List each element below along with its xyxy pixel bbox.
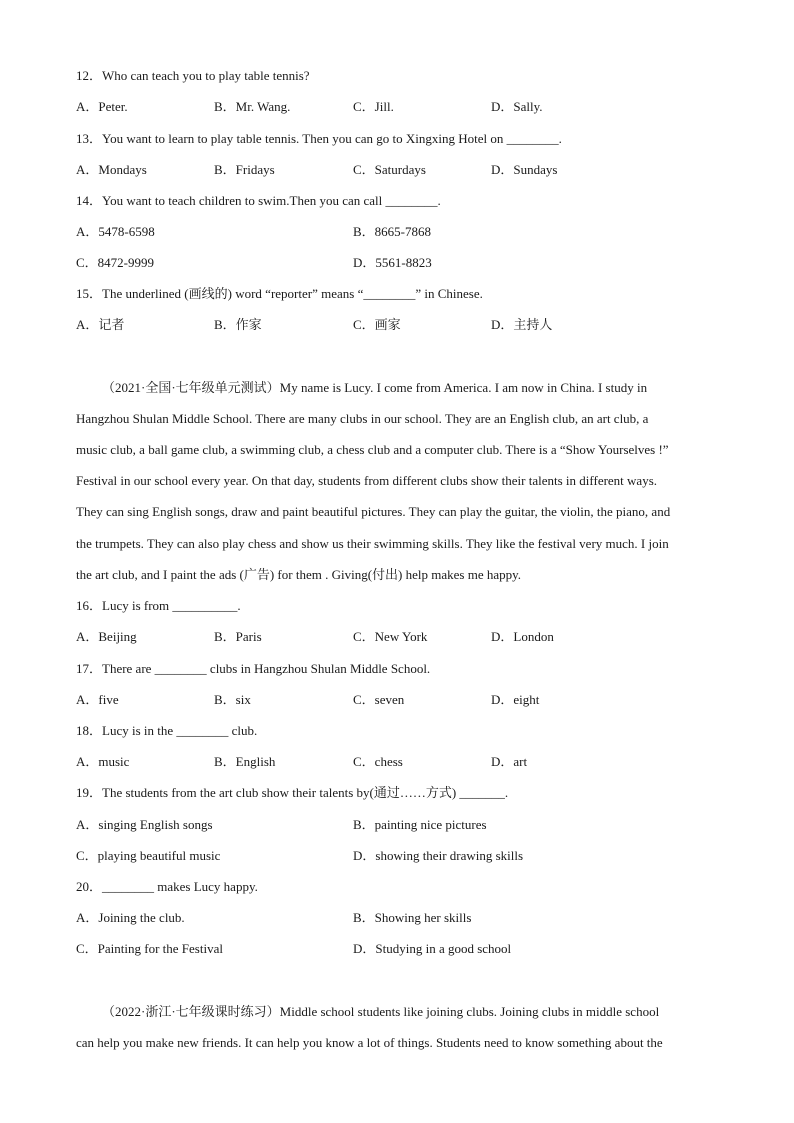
q13-option-b: B．Fridays xyxy=(214,162,275,177)
q15-option-d: D．主持人 xyxy=(491,317,553,332)
passage-2-line-6: the trumpets. They can also play chess and show us their swimming skills. They like the festival very much. I join xyxy=(76,536,669,551)
q20-option-b: B．Showing her skills xyxy=(353,910,472,925)
q19-option-c: C．playing beautiful music xyxy=(76,848,221,863)
q15-option-b: B．作家 xyxy=(214,317,262,332)
question-20-stem: 20．________ makes Lucy happy. xyxy=(76,879,258,894)
question-18-stem: 18．Lucy is in the ________ club. xyxy=(76,723,258,738)
question-19-stem: 19．The students from the art club show their talents by(通过……方式) _______. xyxy=(76,785,509,800)
q12-option-b: B．Mr. Wang. xyxy=(214,99,291,114)
q14-option-b: B．8665-7868 xyxy=(353,224,432,239)
q18-option-a: A．music xyxy=(76,754,130,769)
q12-option-a: A．Peter. xyxy=(76,99,128,114)
q16-option-b: B．Paris xyxy=(214,629,262,644)
question-17-stem: 17．There are ________ clubs in Hangzhou Shulan Middle School. xyxy=(76,661,431,676)
q18-option-b: B．English xyxy=(214,754,276,769)
passage-2-line-5: They can sing English songs, draw and paint beautiful pictures. They can play the guitar, the violin, the piano, and xyxy=(76,504,671,519)
q13-option-c: C．Saturdays xyxy=(353,162,426,177)
q16-option-d: D．London xyxy=(491,629,554,644)
question-15-stem: 15．The underlined (画线的) word “reporter” means “________” in Chinese. xyxy=(76,286,483,301)
q17-option-a: A．five xyxy=(76,692,119,707)
q20-option-c: C．Painting for the Festival xyxy=(76,941,223,956)
q19-option-b: B．painting nice pictures xyxy=(353,817,487,832)
q18-option-c: C．chess xyxy=(353,754,403,769)
q17-option-d: D．eight xyxy=(491,692,540,707)
passage-2-line-3: music club, a ball game club, a swimming club, a chess club and a computer club. There is a “Show Yourselves !” xyxy=(76,442,669,457)
q13-option-d: D．Sundays xyxy=(491,162,558,177)
q17-option-c: C．seven xyxy=(353,692,405,707)
q14-option-a: A．5478-6598 xyxy=(76,224,155,239)
q17-option-b: B．six xyxy=(214,692,251,707)
passage-3-source: （2022·浙江·七年级课时练习） xyxy=(102,1004,280,1019)
question-14-stem: 14．You want to teach children to swim.Then you can call ________. xyxy=(76,193,441,208)
q12-option-c: C．Jill. xyxy=(353,99,394,114)
passage-2-source: （2021·全国·七年级单元测试） xyxy=(102,380,280,395)
q14-option-d: D．5561-8823 xyxy=(353,255,432,270)
q18-option-d: D．art xyxy=(491,754,528,769)
passage-2-line-7: the art club, and I paint the ads (广告) for them . Giving(付出) help makes me happy. xyxy=(76,567,522,582)
passage-2-line-2: Hangzhou Shulan Middle School. There are many clubs in our school. They are an English club, an art club, a xyxy=(76,411,649,426)
q15-option-a: A．记者 xyxy=(76,317,125,332)
q19-option-a: A．singing English songs xyxy=(76,817,213,832)
q15-option-c: C．画家 xyxy=(353,317,401,332)
q19-option-d: D．showing their drawing skills xyxy=(353,848,524,863)
question-13-stem: 13．You want to learn to play table tennis. Then you can go to Xingxing Hotel on ________. xyxy=(76,131,562,146)
q14-option-c: C．8472-9999 xyxy=(76,255,155,270)
question-12-stem: 12．Who can teach you to play table tennis? xyxy=(76,68,310,83)
q20-option-d: D．Studying in a good school xyxy=(353,941,512,956)
passage-2-line-1: （2021·全国·七年级单元测试）My name is Lucy. I come from America. I am now in China. I study in xyxy=(102,380,648,395)
passage-3-line-2: can help you make new friends. It can help you know a lot of things. Students need to know something about the xyxy=(76,1035,663,1050)
q16-option-c: C．New York xyxy=(353,629,428,644)
passage-2-line-4: Festival in our school every year. On that day, students from different clubs show their talents in different ways. xyxy=(76,473,658,488)
passage-3-line-1: （2022·浙江·七年级课时练习）Middle school students like joining clubs. Joining clubs in middle school xyxy=(102,1004,660,1019)
q13-option-a: A．Mondays xyxy=(76,162,147,177)
question-16-stem: 16．Lucy is from __________. xyxy=(76,598,241,613)
q16-option-a: A．Beijing xyxy=(76,629,137,644)
q12-option-d: D．Sally. xyxy=(491,99,543,114)
q20-option-a: A．Joining the club. xyxy=(76,910,185,925)
